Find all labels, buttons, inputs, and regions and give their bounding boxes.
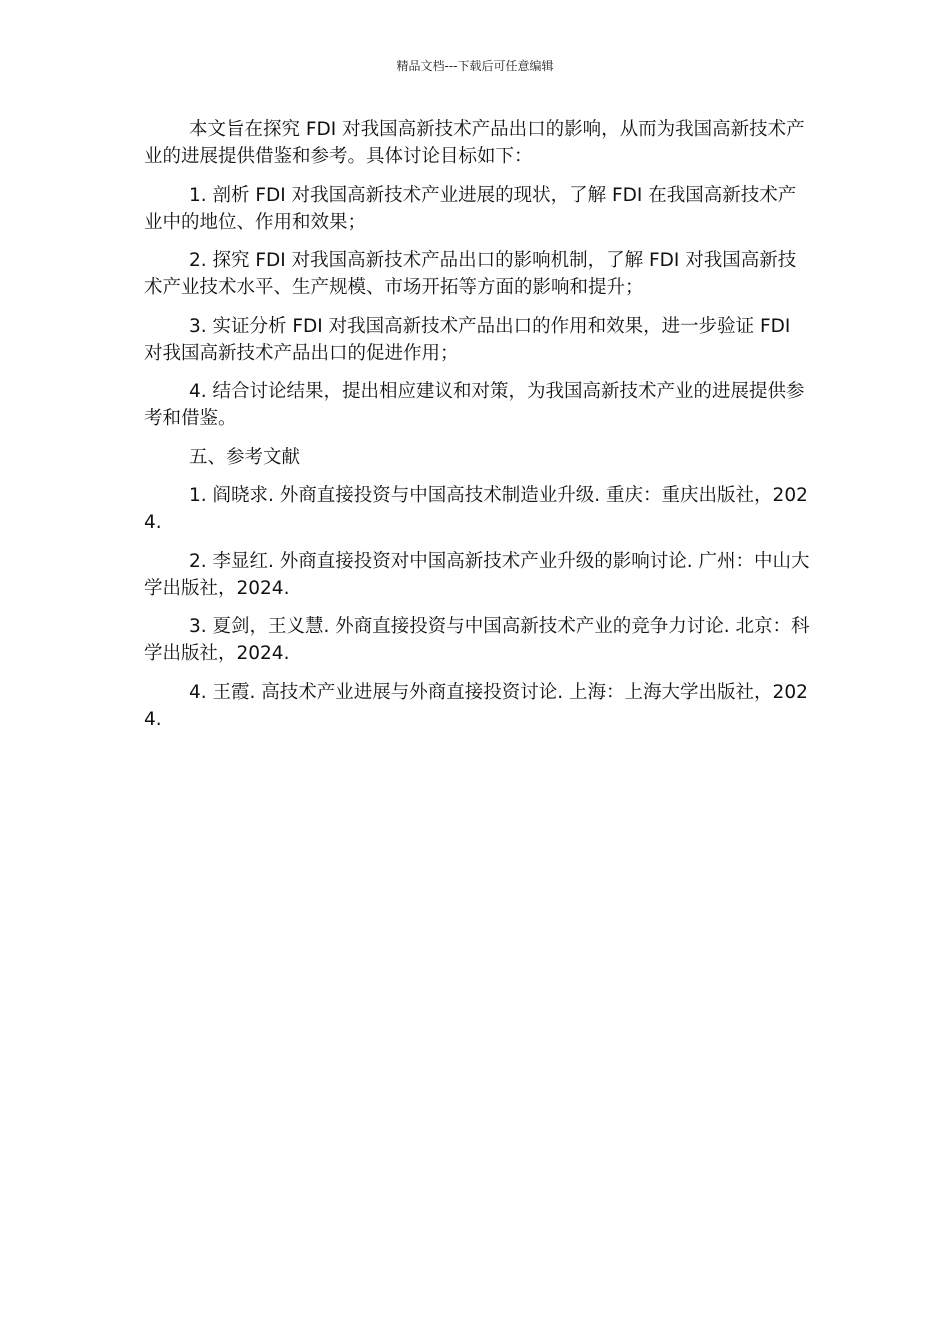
objective-item: 3. 实证分析 FDI 对我国高新技术产品出口的作用和效果，进一步验证 FDI 对我国高新技术产品出口的促进作用； [144,315,791,364]
reference-item: 4. 王霞. 高技术产业进展与外商直接投资讨论. 上海：上海大学出版社，2024. [144,681,808,730]
page-header: 精品文档---下载后可任意编辑 [396,59,554,73]
intro-paragraph: 本文旨在探究 FDI 对我国高新技术产品出口的影响，从而为我国高新技术产业的进展提供借鉴和参考。具体讨论目标如下： [144,119,805,167]
document-body [144,116,812,744]
objective-item: 1. 剖析 FDI 对我国高新技术产业进展的现状，了解 FDI 在我国高新技术产业中的地位、作用和效果； [144,184,797,233]
objective-item: 2. 探究 FDI 对我国高新技术产品出口的影响机制，了解 FDI 对我国高新技术产业技术水平、生产规模、市场开拓等方面的影响和提升； [144,250,797,298]
objective-item: 4. 结合讨论结果，提出相应建议和对策，为我国高新技术产业的进展提供参考和借鉴。 [144,381,805,429]
reference-item: 1. 阎晓求. 外商直接投资与中国高技术制造业升级. 重庆：重庆出版社，2024. [144,485,808,533]
reference-item: 2. 李显红. 外商直接投资对中国高新技术产业升级的影响讨论. 广州：中山大学出版社，2024. [144,550,810,599]
reference-item: 3. 夏剑，王义慧. 外商直接投资与中国高新技术产业的竞争力讨论. 北京：科学出版社，2024. [144,616,810,664]
references-heading: 五、参考文献 [189,446,301,468]
